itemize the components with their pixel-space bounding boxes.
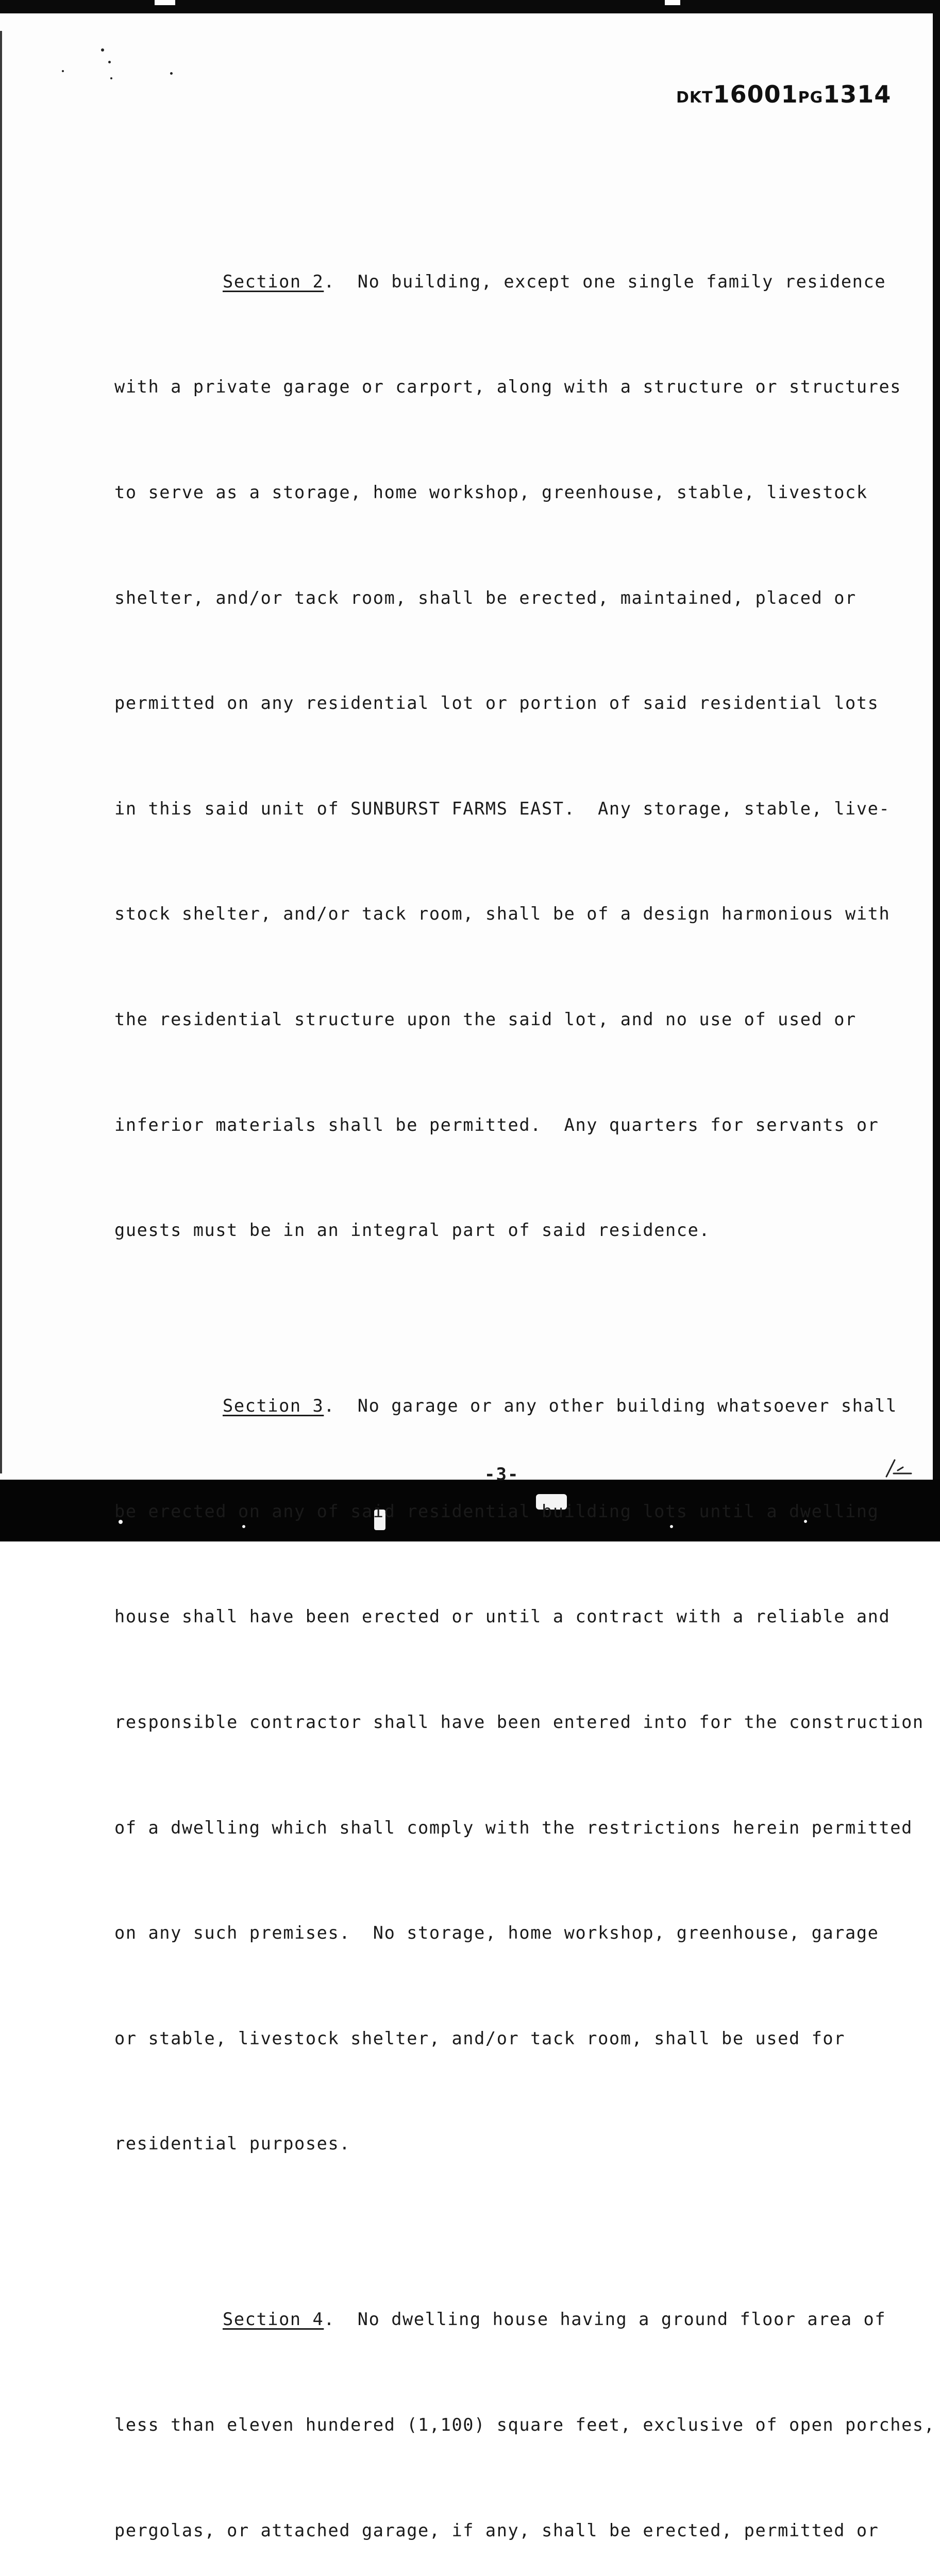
paragraph-line: in this said unit of SUNBURST FARMS EAST. Any storage, stable, live- (114, 798, 891, 819)
document-body (114, 124, 935, 2576)
page-prefix: PG (798, 89, 824, 107)
scan-border-top (0, 0, 940, 13)
section-4-first-line (114, 2302, 929, 2337)
scan-speck (62, 70, 64, 72)
paragraph-line: residential purposes. (114, 2133, 351, 2154)
paragraph-line: or stable, livestock shelter, and/or tack room, shall be used for (114, 2028, 846, 2048)
paragraph-line: stock shelter, and/or tack room, shall be of a design harmonious with (114, 904, 891, 924)
scan-border-gap (665, 0, 680, 5)
section-heading: Section 3 (223, 1396, 324, 1416)
paragraph-line: . No dwelling house having a ground floor area of (324, 2309, 886, 2330)
book-number: 16001 (713, 80, 798, 108)
paragraph-line: of a dwelling which shall comply with the restrictions herein permitted (114, 1817, 913, 1838)
paragraph-line: shelter, and/or tack room, shall be erected, maintained, placed or (114, 587, 857, 608)
handwritten-mark-icon (882, 1458, 913, 1479)
scan-border-right (933, 0, 940, 1541)
paragraph-line: be erected on any of said residential building lots until a dwelling (114, 1501, 879, 1521)
page-number: -3- (484, 1464, 519, 1485)
paragraph-line: permitted on any residential lot or portion of said residential lots (114, 693, 879, 714)
paragraph-line: . No building, except one single family residence (324, 271, 886, 292)
paragraph-line: with a private garage or carport, along with a structure or structures (114, 377, 902, 397)
paragraph-line: less than eleven hundered (1,100) square feet, exclusive of open porches, (114, 2414, 935, 2435)
recording-stamp (676, 80, 891, 108)
paragraph-line: on any such premises. No storage, home workshop, greenhouse, garage (114, 1923, 879, 1943)
record-page-number: 1314 (823, 80, 892, 108)
paragraph-line: the residential structure upon the said lot, and no use of used or (114, 1009, 857, 1029)
paragraph-line: guests must be in an integral part of said residence. (114, 1220, 711, 1241)
paragraph-line: pergolas, or attached garage, if any, shall be erected, permitted or (114, 2520, 879, 2540)
paragraph-line: inferior materials shall be permitted. Any quarters for servants or (114, 1114, 879, 1135)
paragraph-line: . No garage or any other building whatsoever shall (324, 1396, 897, 1416)
scan-speck (108, 61, 111, 63)
scan-speck (101, 48, 104, 52)
scan-speck (110, 77, 112, 79)
paragraph-line: to serve as a storage, home workshop, greenhouse, stable, livestock (114, 482, 868, 502)
section-heading: Section 4 (223, 2309, 324, 2330)
paragraph-line: house shall have been erected or until a contract with a reliable and (114, 1606, 891, 1627)
section-heading: Section 2 (223, 271, 324, 292)
paragraph-line: responsible contractor shall have been entered into for the construction (114, 1711, 924, 1732)
section-2-first-line (114, 264, 929, 299)
scan-border-gap (155, 0, 175, 5)
book-prefix: DKT (676, 89, 713, 107)
scan-border-left (0, 31, 2, 1473)
scan-speck (170, 72, 173, 75)
section-3-first-line (114, 1388, 929, 1423)
